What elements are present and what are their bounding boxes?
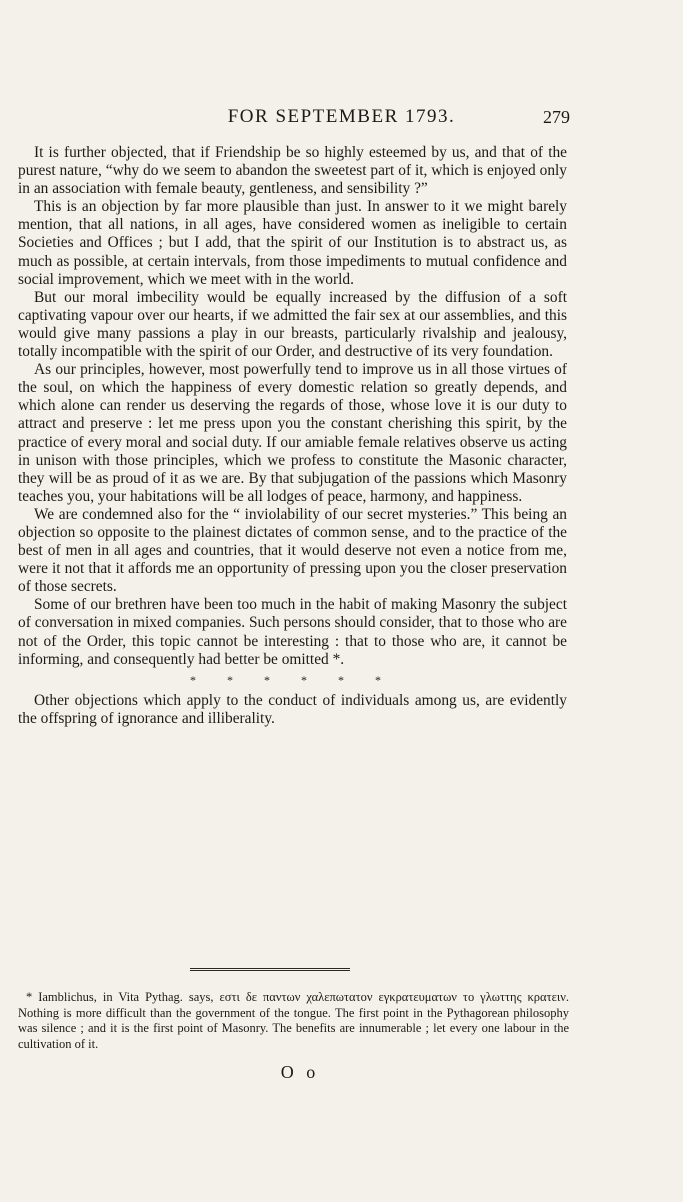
- signature-mark: O o: [280, 1062, 320, 1082]
- paragraph-principles: As our principles, however, most powerfully tend to improve us in all those virtues of the soul, on which the happiness of every domestic relation so greatly depends, and which alone can render us deserving the regards of those, whose love it is our duty to attract and preserve : let me press upon you the constant cherishing this spirit, by the practice of every moral and social duty. If our amiable female relatives observe us acting in unison with those principles, which we profess to constitute the Masonic character, they will be as proud of it as we are. By that subjugation of the passions which Masonry teaches you, your habitations will be all lodges of peace, harmony, and happiness.: [18, 361, 567, 505]
- paragraph-friendship-objection: It is further objected, that if Friendship be so highly esteemed by us, and that of the purest nature, “why do we seem to abandon the sweetest part of it, which is enjoyed only in an association with female beauty, gentleness, and sensibility ?”: [18, 144, 567, 198]
- footnote: [18, 990, 569, 1052]
- paragraph-other-objections: Other objections which apply to the conduct of individuals among us, are evidently the offspring of ignorance and illiberality.: [18, 691, 567, 727]
- paragraph-secret-mysteries: We are condemned also for the “ inviolability of our secret mysteries.” This being an objection so opposite to the plainest dictates of common sense, and to the practice of the best of men in all ages and countries, that it would deserve not even a notice from me, were it not that it affords me an opportunity of pressing upon you the closer preservation of those secrets.: [18, 505, 567, 596]
- paragraph-moral-imbecility: But our moral imbecility would be equally increased by the diffusion of a soft captivating vapour over our hearts, if we admitted the fair sex at our assemblies, and this would give many passions a play in our breasts, particularly rivalship and jealousy, totally incompatible with the spirit of our Order, and destructive of its very foundation.: [18, 288, 567, 361]
- page-header: [0, 106, 683, 130]
- paragraph-brethren: Some of our brethren have been too much in the habit of making Masonry the subject of conversation in mixed companies. Such persons should consider, that to those who are not of the Order, this topic cannot be interesting : that to those who are, it cannot be informing, and consequently had better be omitted *.: [18, 596, 567, 668]
- running-head: FOR SEPTEMBER 1793.: [227, 106, 456, 127]
- footnote-rule: [190, 968, 350, 971]
- paragraph-answer: This is an objection by far more plausible than just. In answer to it we might barely mention, that all nations, in all ages, have considered women as ineligible to certain Societies and Offices ; but I add, that the spirit of our Institution is to abstract us, as much as possible, at certain intervals, from those impediments to mutual confidence and social improvement, which we meet with in the world.: [18, 198, 567, 288]
- article-body: [18, 144, 567, 728]
- footnote-text: * Iamblichus, in Vita Pythag. says, εστι δε παντων χαλεπωτατον εγκρατευματων το γλωττης κρατειν. Nothing is more difficult than the government of the tongue. The first point in the Pythagorean philosophy was silence ; and it is the first point of Masonry. The benefits are innumerable ; let every one labour in the cultivation of it.: [18, 990, 569, 1051]
- section-stars-divider: * * * * * *: [190, 672, 395, 687]
- page-number: 279: [543, 107, 570, 127]
